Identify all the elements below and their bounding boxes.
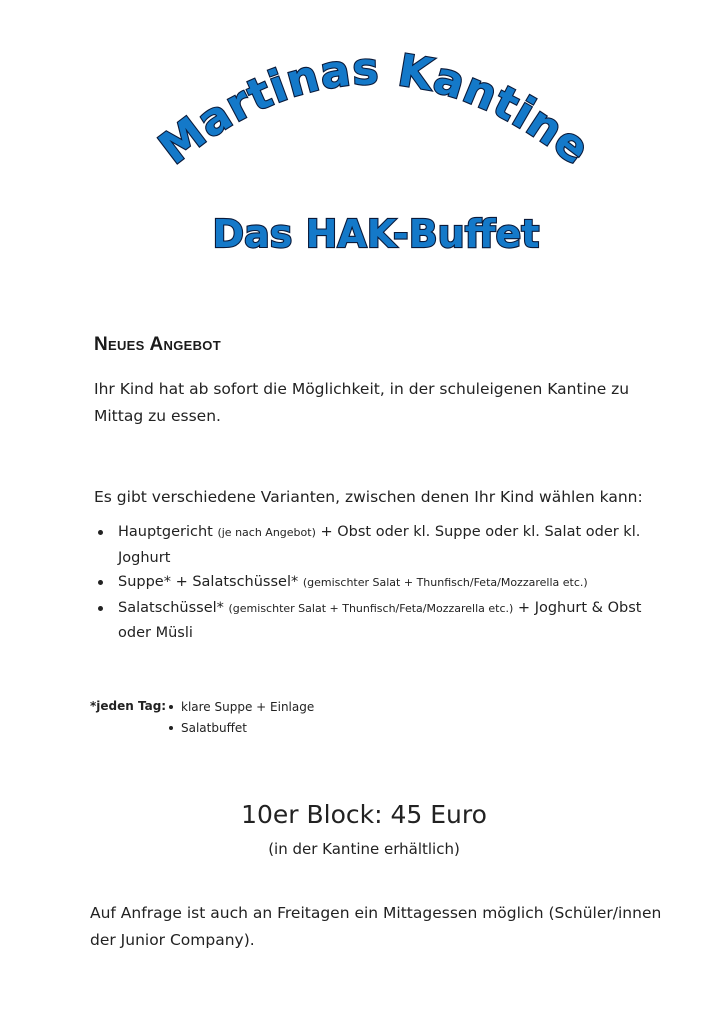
- variants-intro: Es gibt verschiedene Varianten, zwischen denen Ihr Kind wählen kann:: [94, 488, 643, 506]
- list-item: [94, 520, 654, 570]
- variant-rest: + Obst oder kl. Suppe oder kl. Salat oder kl. Joghurt: [118, 524, 641, 566]
- main-title: [150, 44, 600, 176]
- daily-list: [167, 697, 314, 739]
- variant-note: (gemischter Salat + Thunfisch/Feta/Mozzarella etc.): [302, 576, 588, 589]
- daily-label: *jeden Tag:: [90, 699, 167, 713]
- footer-paragraph: Auf Anfrage ist auch an Freitagen ein Mittagessen möglich (Schüler/innen der Junior Company).: [90, 904, 662, 949]
- variant-note: (je nach Angebot): [217, 526, 316, 539]
- variant-main: Salatschüssel*: [118, 599, 229, 616]
- section-heading: Neues Angebot: [94, 334, 221, 355]
- variants-list: [94, 520, 654, 646]
- variant-main: Suppe* + Salatschüssel*: [118, 574, 303, 590]
- intro-paragraph: Ihr Kind hat ab sofort die Möglichkeit, in der schuleigenen Kantine zu Mittag zu essen.: [94, 380, 630, 425]
- price-note: (in der Kantine erhältlich): [268, 840, 460, 858]
- variant-main: Hauptgericht: [118, 524, 213, 540]
- list-item: [94, 570, 654, 596]
- main-title-text: Martinas Kantine: [149, 43, 600, 176]
- variant-rest: + Joghurt & Obst oder Müsli: [118, 599, 642, 641]
- list-item: Salatbuffet: [167, 718, 314, 739]
- variant-note: (gemischter Salat + Thunfisch/Feta/Mozzarella etc.): [228, 601, 514, 615]
- wordart-title: [0, 0, 728, 290]
- subtitle: Das HAK-Buffet: [212, 212, 540, 256]
- list-item: [94, 596, 654, 646]
- list-item: klare Suppe + Einlage: [167, 697, 314, 718]
- price-text: 10er Block: 45 Euro: [241, 800, 487, 829]
